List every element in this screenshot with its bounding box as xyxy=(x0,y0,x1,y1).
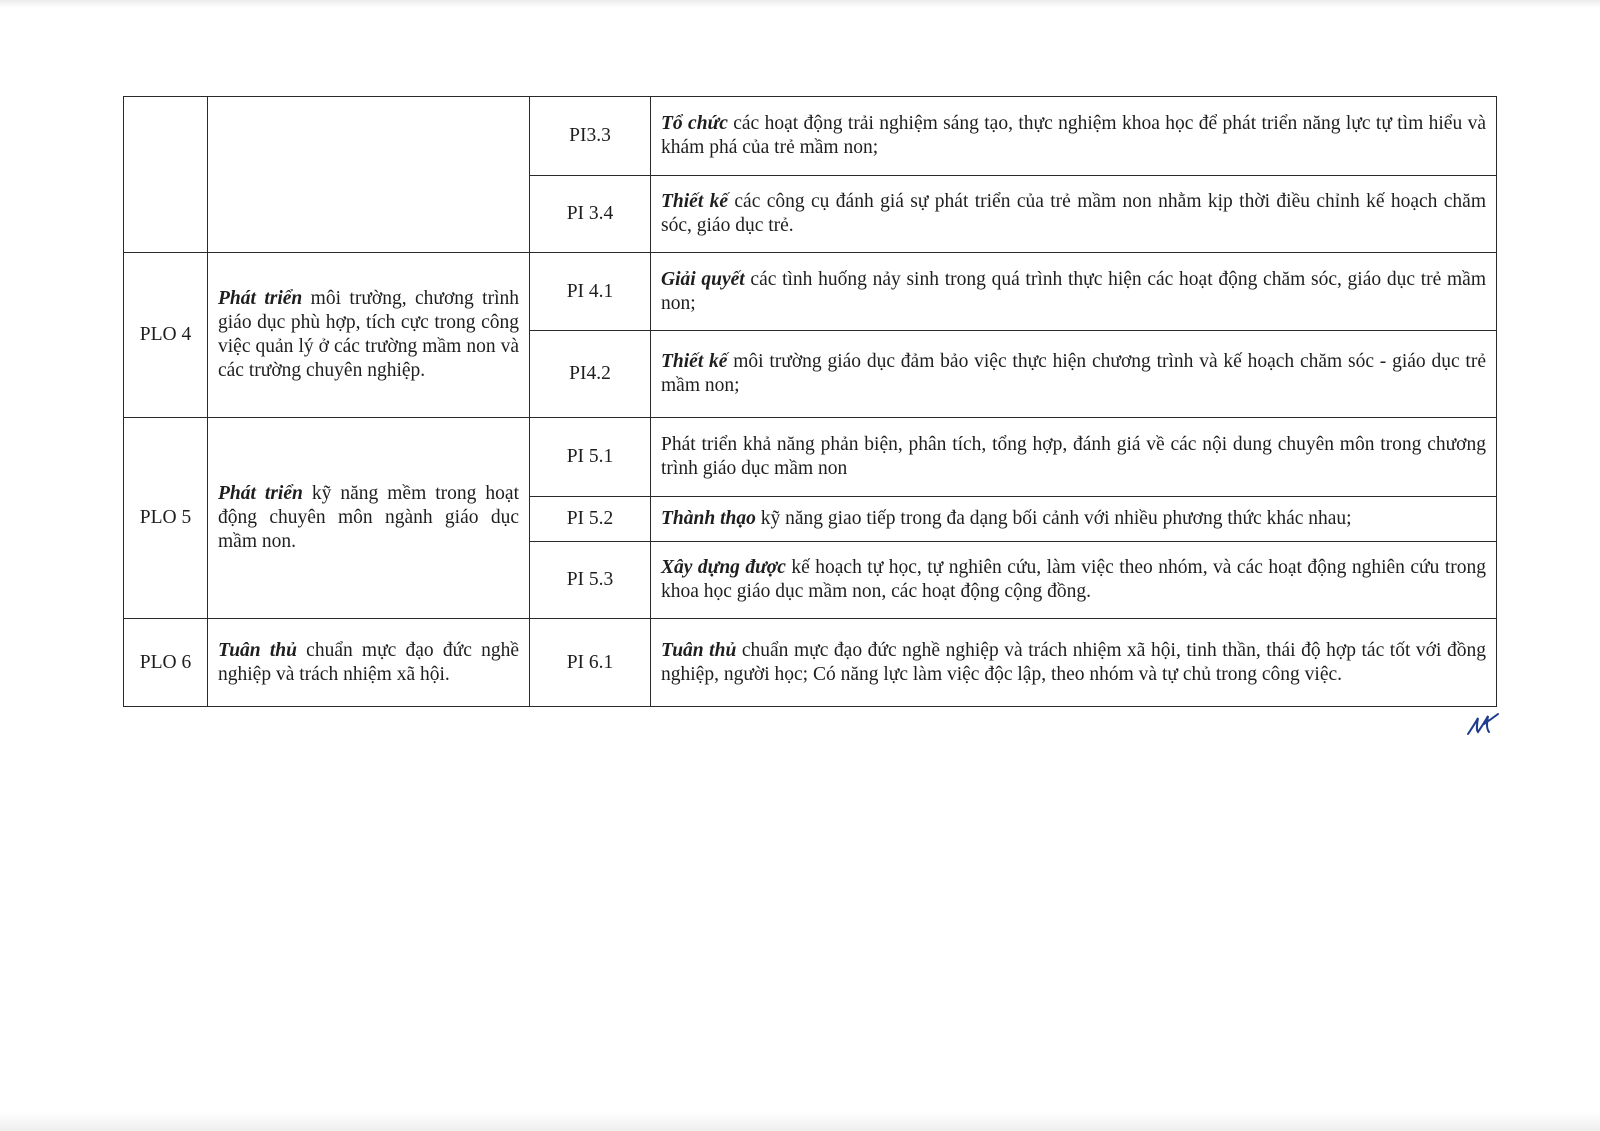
plo-code-cell xyxy=(124,97,208,253)
plo-pi-table xyxy=(123,96,1497,707)
table-row xyxy=(124,97,1497,176)
handwritten-initials xyxy=(1462,708,1502,744)
pi-code-cell: PI 5.3 xyxy=(530,542,651,619)
plo-description-cell: Tuân thủ chuẩn mực đạo đức nghề nghiệp và trách nhiệm xã hội. xyxy=(208,619,530,707)
table-row xyxy=(124,619,1497,707)
pi-content-cell: Thành thạo kỹ năng giao tiếp trong đa dạng bối cảnh với nhiều phương thức khác nhau; xyxy=(651,497,1497,542)
pi-content-cell: Thiết kế các công cụ đánh giá sự phát triển của trẻ mầm non nhằm kịp thời điều chỉnh kế hoạch chăm sóc, giáo dục trẻ. xyxy=(651,176,1497,253)
pi-code-cell: PI 4.1 xyxy=(530,253,651,331)
pi-code-cell: PI 6.1 xyxy=(530,619,651,707)
table-row xyxy=(124,253,1497,331)
pi-code-cell: PI 5.1 xyxy=(530,418,651,497)
pi-code-cell: PI4.2 xyxy=(530,331,651,418)
plo-description-cell: Phát triển môi trường, chương trình giáo dục phù hợp, tích cực trong công việc quản lý ở các trường mầm non và các trường chuyên nghiệp. xyxy=(208,253,530,418)
pi-code-cell: PI 3.4 xyxy=(530,176,651,253)
plo-description-cell xyxy=(208,97,530,253)
pi-content-cell: Giải quyết các tình huống nảy sinh trong quá trình thực hiện các hoạt động chăm sóc, giáo dục trẻ mầm non; xyxy=(651,253,1497,331)
plo-code-cell: PLO 5 xyxy=(124,418,208,619)
table-row xyxy=(124,418,1497,497)
pi-code-cell: PI3.3 xyxy=(530,97,651,176)
pi-content-cell: Tổ chức các hoạt động trải nghiệm sáng tạo, thực nghiệm khoa học để phát triển năng lực tự tìm hiểu và khám phá của trẻ mầm non; xyxy=(651,97,1497,176)
pi-content-cell: Xây dựng được kế hoạch tự học, tự nghiên cứu, làm việc theo nhóm, và các hoạt động nghiên cứu trong khoa học giáo dục mầm non, các hoạt động cộng đồng. xyxy=(651,542,1497,619)
scan-edge-top xyxy=(0,0,1600,8)
pi-content-cell: Thiết kế môi trường giáo dục đảm bảo việc thực hiện chương trình và kế hoạch chăm sóc - giáo dục trẻ mầm non; xyxy=(651,331,1497,418)
scan-edge-bottom xyxy=(0,1112,1600,1131)
plo-description-cell: Phát triển kỹ năng mềm trong hoạt động chuyên môn ngành giáo dục mầm non. xyxy=(208,418,530,619)
pi-code-cell: PI 5.2 xyxy=(530,497,651,542)
pi-content-cell: Phát triển khả năng phản biện, phân tích, tổng hợp, đánh giá về các nội dung chuyên môn trong chương trình giáo dục mầm non xyxy=(651,418,1497,497)
plo-code-cell: PLO 6 xyxy=(124,619,208,707)
plo-code-cell: PLO 4 xyxy=(124,253,208,418)
pi-content-cell: Tuân thủ chuẩn mực đạo đức nghề nghiệp và trách nhiệm xã hội, tinh thần, thái độ hợp tác tốt với đồng nghiệp, người học; Có năng lực làm việc độc lập, theo nhóm và tự chủ trong công việc. xyxy=(651,619,1497,707)
